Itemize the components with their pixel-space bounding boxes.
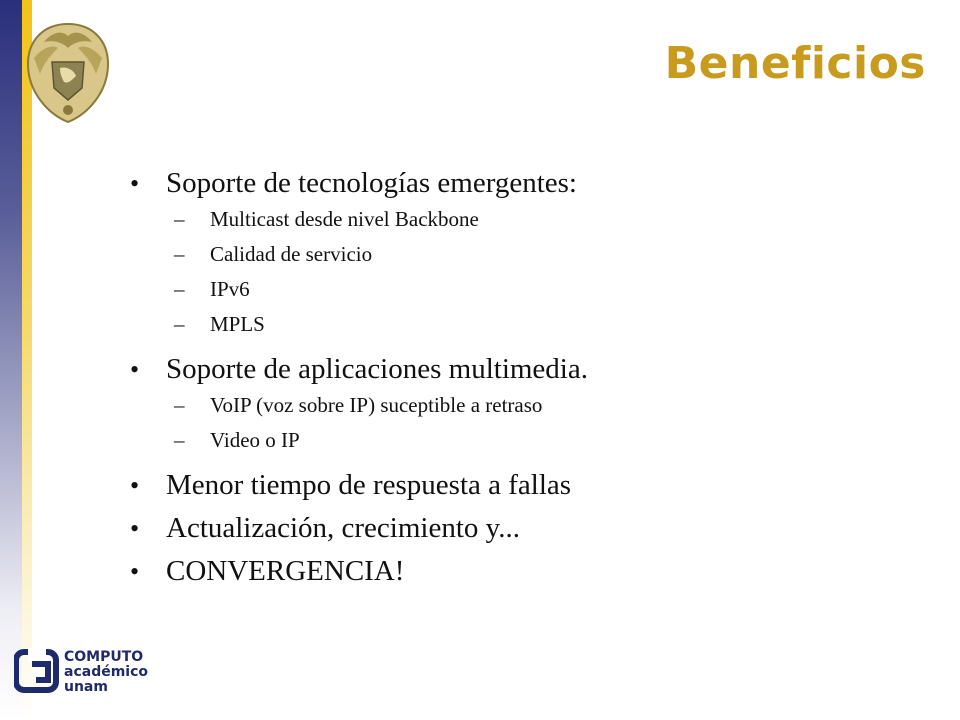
sub-text: MPLS [210,312,265,336]
sub-marker: – [174,393,185,417]
logo-text-computo: COMPUTO [64,649,144,665]
bullet-item [130,553,910,590]
sub-text: VoIP (voz sobre IP) suceptible a retraso [210,393,543,417]
sub-text: IPv6 [210,277,250,301]
bullet-marker: • [130,514,140,543]
bullet-item [130,351,910,388]
bullet-text: Actualización, crecimiento y... [166,512,521,544]
bullet-text: Menor tiempo de respuesta a fallas [166,469,572,501]
bullet-item [130,467,910,504]
computo-academico-unam-logo [14,644,174,696]
sub-item [130,272,910,307]
bullet-marker: • [130,557,140,586]
sub-item [130,307,910,342]
bullet-marker: • [130,471,140,500]
sub-item [130,388,910,423]
bullet-marker: • [130,169,140,198]
sub-marker: – [174,242,185,266]
sub-item [130,202,910,237]
sub-item [130,237,910,272]
bullet-marker: • [130,355,140,384]
logo-text-academico: académico [64,664,149,680]
sub-marker: – [174,312,185,336]
sub-item [130,423,910,458]
sub-text: Calidad de servicio [210,242,373,266]
bullet-text: CONVERGENCIA! [166,555,405,587]
slide-title: Beneficios [664,38,926,89]
sub-text: Video o IP [210,428,300,452]
bullet-text: Soporte de tecnologías emergentes: [166,167,577,199]
sidebar-gradient [0,0,22,720]
slide-content [130,165,910,590]
logo-text-unam: unam [64,679,108,695]
sub-marker: – [174,207,185,231]
bullet-text: Soporte de aplicaciones multimedia. [166,353,588,385]
bullet-item [130,165,910,202]
unam-seal-icon [22,18,114,128]
bullet-item [130,510,910,547]
sub-text: Multicast desde nivel Backbone [210,207,479,231]
sub-marker: – [174,428,185,452]
sub-marker: – [174,277,185,301]
